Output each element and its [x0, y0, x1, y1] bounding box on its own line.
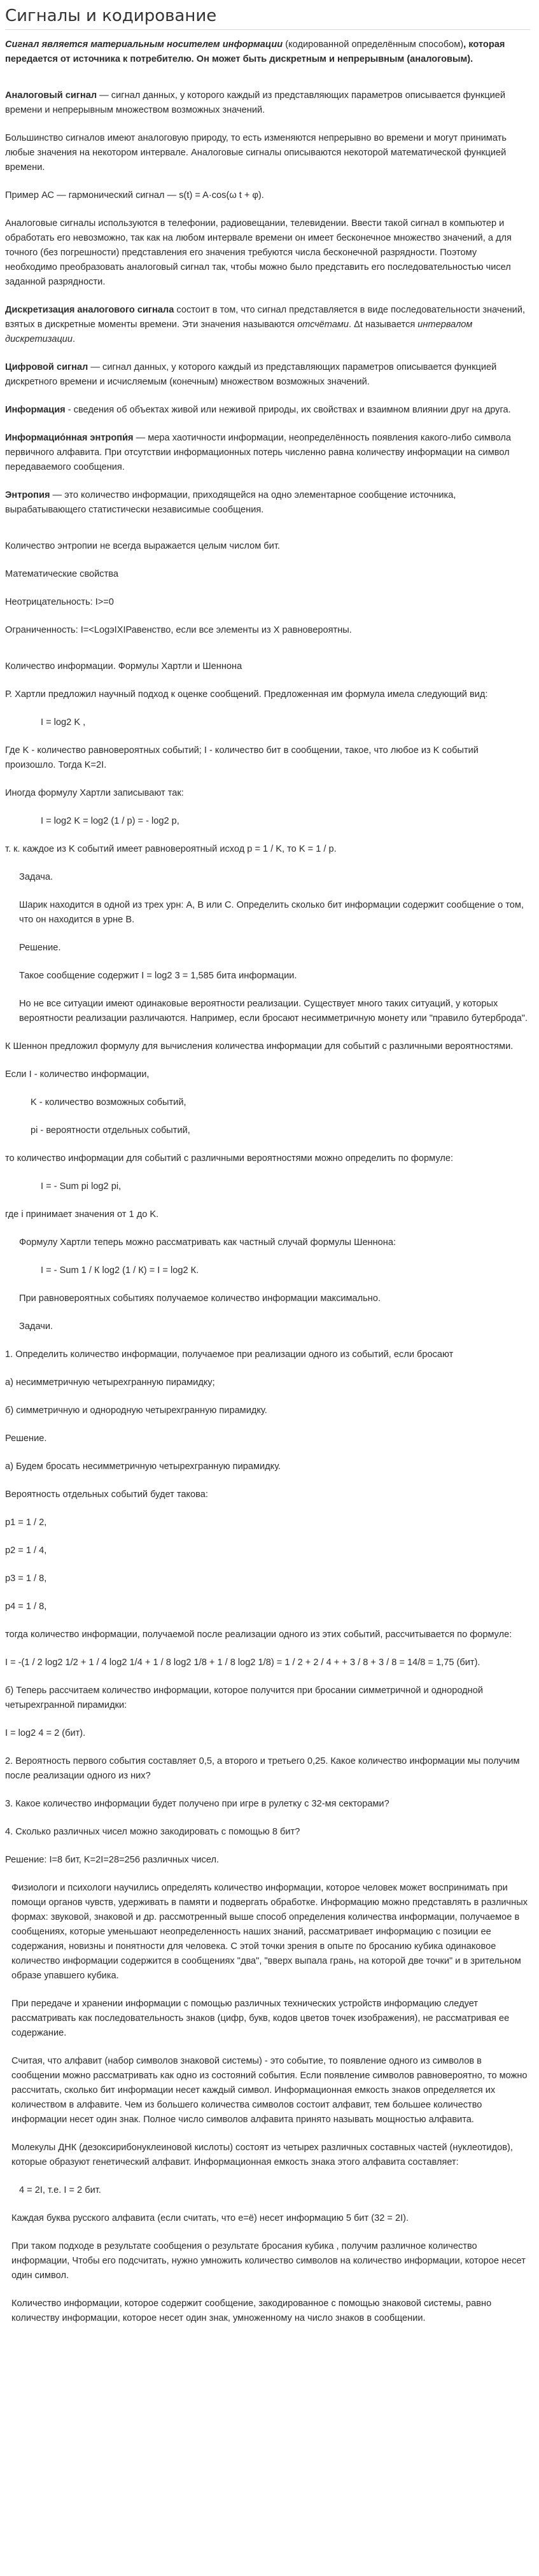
solution-2-heading: Решение.: [5, 1433, 47, 1444]
equiprobable-note: т. к. каждое из K событий имеет равновероятный исход р = 1 / K, то K = 1 / р.: [5, 844, 337, 854]
discretization-term: Дискретизация аналогового сигнала: [5, 305, 174, 315]
hartley-intro: Р. Хартли предложил научный подход к оценке сообщений. Предложенная им формула имела следующий вид:: [5, 689, 488, 700]
samples-term: отсчётами: [297, 320, 349, 330]
information-term: Информация: [5, 405, 66, 415]
harmonic-example: Пример АС — гармонический сигнал — s(t) = A·cos(ω t + φ).: [5, 190, 264, 201]
discretization-text-1: состоит в том, что сигнал представляется в виде последовательности значений, взятых в дискретные моменты времени. Эти значения называются: [5, 305, 526, 330]
intro-aside: (кодированной определённым способом): [283, 39, 464, 50]
discretization-text-2: . Δt называется: [349, 320, 418, 330]
hartley-formula: I = log2 K ,: [41, 717, 86, 728]
urn-task: Шарик находится в одной из трех урн: А, В или С. Определить сколько бит информации содержит сообщение о том, что он находится в урне В.: [19, 900, 524, 925]
shannon-var-k: K - количество возможных событий,: [31, 1097, 186, 1108]
task-heading: Задача.: [19, 872, 53, 882]
article-body: [5, 38, 530, 2326]
russian-alphabet-paragraph: Каждая буква русского алфавита (если считать, что е=ё) несет информацию 5 бит (32 = 2I).: [11, 2213, 409, 2223]
analog-signal-definition: [5, 88, 530, 118]
information-text: - сведения об объектах живой или неживой природы, их свойствах и взаимном влиянии друг на друга.: [65, 405, 511, 415]
unequal-probabilities: Но не все ситуации имеют одинаковые вероятности реализации. Существует много таких ситуаций, у которых вероятности реализации различаются. Например, если бросают несимметричную монету или "правило бутерброда".: [19, 999, 528, 1024]
analog-usage-paragraph: Аналоговые сигналы используются в телефонии, радиовещании, телевидении. Ввести такой сигнал в компьютер и обработать его невозможно, так как на любом интервале времени он имеет бесконечное множество значений, а для точного (без погрешности) представления его значения требуются числа бесконечной разрядности. Поэтому необходимо преобразовать аналоговый сигнал так, чтобы можно было представить его последовательностью чисел заданной разрядности.: [5, 218, 512, 287]
probability-p3: р3 = 1 / 8,: [5, 1573, 47, 1584]
digital-signal-text: — сигнал данных, у которого каждый из представляющих параметров описывается функцией дискретного времени и исчисляемым (конечным) множеством возможных значений.: [5, 362, 497, 387]
non-negativity: Неотрицательность: I>=0: [5, 597, 114, 607]
physiology-paragraph: Физиологи и психологи научились определять количество информации, которое человек может воспринимать при помощи органов чувств, удерживать в памяти и подвергать обработке. Информацию можно представлять в различных формах: звуковой, знаковой и др. рассмотренный выше способ определения количества информации, получаемое в сообщениях, которые уменьшают неопределенность наших знаний, рассматривает информацию с позиции ее содержания, новизны и понятности для человека. С этой точки зрения в опыте по бросанию кубика одинаковое количество информации содержится в сообщениях "два", "вверх выпала грань, на которой две точки" и в зрительном образе упавшего кубика.: [11, 1883, 528, 1981]
shannon-var-i: Если I - количество информации,: [5, 1069, 150, 1080]
entropy-text: — это количество информации, приходящейся на одно элементарное сообщение источника, вырабатывающего статистически независимые сообщения.: [5, 490, 456, 515]
transfer-paragraph: При передаче и хранении информации с помощью различных технических устройств информацию следует рассматривать как последовательность знаков (цифр, букв, кодов цветов точек изображения), не рассматривая ее содержание.: [11, 1999, 510, 2038]
shannon-formula: I = - Sum рi log2 рi,: [41, 1181, 122, 1192]
hartley-where: Где K - количество равновероятных событий; I - количество бит в сообщении, такое, что любое из K событий произошло. Тогда K=2I.: [5, 745, 479, 770]
analog-signal-term: Аналоговый сигнал: [5, 90, 97, 101]
task-1a: а) несимметричную четырехгранную пирамидку;: [5, 1377, 215, 1388]
entropy-term: Энтропия: [5, 490, 50, 500]
alphabet-paragraph: Считая, что алфавит (набор символов знаковой системы) - это событие, то появление одного из символов в сообщении можно рассматривать как одно из состояний события. Если появление символов равновероятно, то можно рассчитать, сколько бит информации несет каждый символ. Информационная емкость знаков определяется их количеством в алфавите. Чем из большего количества символов состоит алфавит, тем большее количество информации несет один знак. Полное число символов алфавита принято называть мощностью алфавита.: [11, 2056, 528, 2125]
probability-p2: р2 = 1 / 4,: [5, 1545, 47, 1556]
task-4: 4. Сколько различных чисел можно закодировать с помощью 8 бит?: [5, 1827, 300, 1837]
entropy-not-integer: Количество энтропии не всегда выражается целым числом бит.: [5, 541, 280, 551]
sampling-interval-term: интервалом дискретизации: [5, 320, 473, 344]
discretization-definition: [5, 303, 530, 347]
hartley-shannon-heading: Количество информации. Формулы Хартли и Шеннона: [5, 661, 242, 672]
digital-signal-term: Цифровой сигнал: [5, 362, 88, 372]
shannon-index: где i принимает значения от 1 до K.: [5, 1209, 159, 1220]
cube-paragraph: При таком подходе в результате сообщения о результате бросания кубика , получим различное количество информации, Чтобы его подсчитать, нужно умножить количество символов на количество информации, которое несет один символ.: [11, 2241, 526, 2281]
dna-paragraph: Молекулы ДНК (дезоксирибонуклеиновой кислоты) состоят из четырех различных составных частей (нуклеотидов), которые образуют генетический алфавит. Информационная емкость знака этого алфавита составляет:: [11, 2143, 513, 2167]
shannon-intro: К Шеннон предложил формулу для вычисления количества информации для событий с различными вероятностями.: [5, 1041, 514, 1052]
intro-tail: , которая передается от источника к потребителю. Он может быть дискретным и непрерывным (аналоговым).: [5, 39, 505, 64]
page-title: Сигналы и кодирование: [5, 6, 530, 30]
analog-nature-paragraph: Большинство сигналов имеют аналоговую природу, то есть изменяются непрерывно во времени и могут принимать любые значения на некотором интервале. Аналоговые сигналы описываются некоторой математической функцией времени.: [5, 133, 507, 172]
information-entropy-definition: [5, 431, 530, 475]
calc-intro: тогда количество информации, получаемой после реализации одного из этих событий, рассчитывается по формуле:: [5, 1629, 512, 1640]
urn-solution: Такое сообщение содержит I = log2 3 = 1,585 бита информации.: [19, 971, 297, 981]
discretization-text-3: .: [73, 334, 76, 344]
task-1b: б) симметричную и однородную четырехгранную пирамидку.: [5, 1405, 267, 1416]
math-properties-heading: Математические свойства: [5, 569, 118, 579]
task-4-solution: Решение: I=8 бит, K=2I=28=256 различных чисел.: [5, 1855, 220, 1865]
tasks-heading: Задачи.: [19, 1321, 53, 1332]
task-3: 3. Какое количество информации будет получено при игре в рулетку с 32-мя секторами?: [5, 1799, 389, 1809]
calc-result-a: I = -(1 / 2 log2 1/2 + 1 / 4 log2 1/4 + 1 / 8 log2 1/8 + 1 / 8 log2 1/8) = 1 / 2 + 2 / 4 + + 3 / 8 + 3 / 8 = 14/8 = 1,75 (бит).: [5, 1658, 480, 1668]
shannon-var-pi: рi - вероятности отдельных событий,: [31, 1125, 190, 1136]
hartley-alt-intro: Иногда формулу Хартли записывают так:: [5, 788, 184, 798]
solution-2b: б) Теперь рассчитаем количество информации, которое получится при бросании симметричной и однородной четырехгранной пирамидки:: [5, 1686, 483, 1710]
task-2: 2. Вероятность первого события составляет 0,5, а второго и третьего 0,25. Какое количество информации мы получим после реализации одного из них?: [5, 1756, 520, 1781]
solution-heading: Решение.: [19, 943, 61, 953]
analog-signal-text: — сигнал данных, у которого каждый из представляющих параметров описывается функцией времени и непрерывным множеством возможных значений.: [5, 90, 506, 115]
solution-2a: а) Будем бросать несимметричную четырехгранную пирамидку.: [5, 1461, 281, 1472]
dna-calculation: 4 = 2I, т.е. I = 2 бит.: [19, 2185, 101, 2195]
hartley-special-formula: I = - Sum 1 / К log2 (1 / К) = I = log2 К.: [41, 1265, 199, 1276]
hartley-special-case: Формулу Хартли теперь можно рассматривать как частный случай формулы Шеннона:: [19, 1237, 396, 1248]
hartley-alt-formula: I = log2 K = log2 (1 / р) = - log2 р,: [41, 816, 179, 826]
entropy-definition: [5, 488, 530, 517]
information-entropy-term: Информацио́нная энтропи́я: [5, 433, 134, 443]
probability-p4: р4 = 1 / 8,: [5, 1601, 47, 1612]
calc-result-b: I = log2 4 = 2 (бит).: [5, 1728, 86, 1738]
signal-term: Сигнал является материальным носителем информации: [5, 39, 283, 50]
task-1: 1. Определить количество информации, получаемое при реализации одного из событий, если бросают: [5, 1349, 454, 1360]
boundedness: Ограниченность: I=<LogэIXIРавенство, если все элементы из X равновероятны.: [5, 625, 352, 635]
shannon-then: то количество информации для событий с различными вероятностями можно определить по формуле:: [5, 1153, 454, 1164]
intro-paragraph: [5, 38, 530, 67]
information-definition: [5, 403, 530, 418]
event-probabilities: Вероятность отдельных событий будет такова:: [5, 1489, 208, 1500]
max-information-note: При равновероятных событиях получаемое количество информации максимально.: [19, 1293, 381, 1304]
information-entropy-text: — мера хаотичности информации, неопределённость появления какого-либо символа первичного алфавита. При отсутствии информационных потерь численно равна количеству информации на символ передаваемого сообщения.: [5, 433, 511, 472]
final-paragraph: Количество информации, которое содержит сообщение, закодированное с помощью знаковой системы, равно количеству информации, которое несет один знак, умноженному на число знаков в сообщении.: [11, 2298, 492, 2323]
probability-p1: р1 = 1 / 2,: [5, 1517, 47, 1528]
digital-signal-definition: [5, 360, 530, 390]
